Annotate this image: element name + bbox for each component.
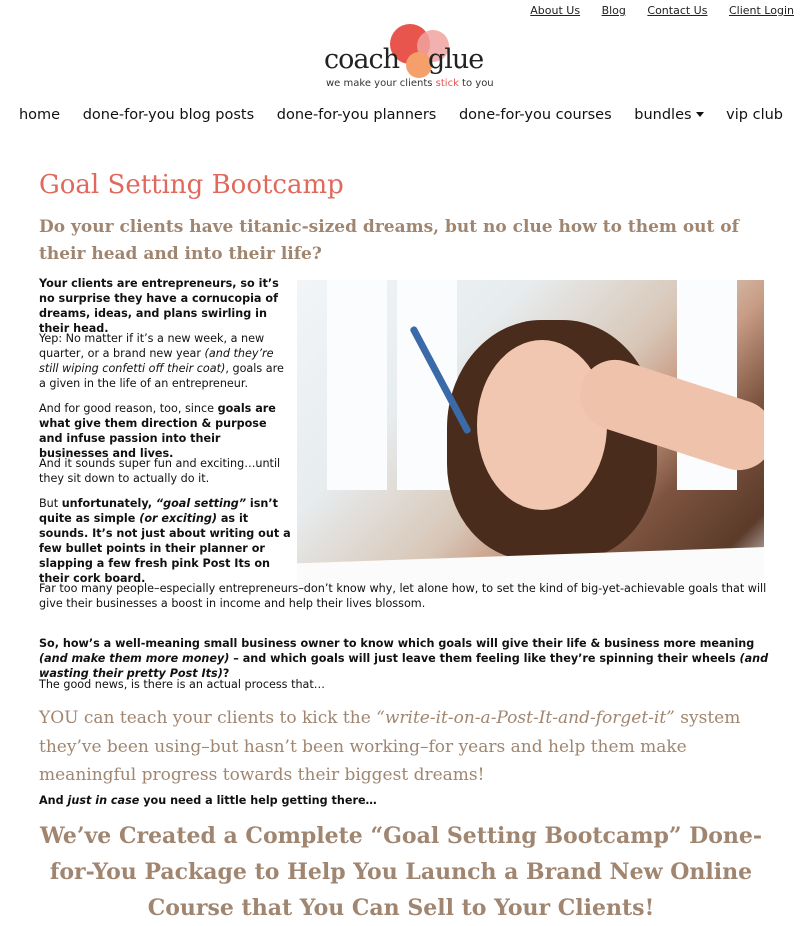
top-links [512, 4, 794, 17]
text: system they’ve been using–but hasn’t been working–for years and help them make meaningful progress towards their biggest dreams! [39, 708, 741, 785]
text-bold-italic: (and wasting their pretty Post Its) [39, 652, 769, 680]
contact-us-link[interactable]: Contact Us [647, 4, 708, 17]
nav-courses[interactable]: done-for-you courses [458, 107, 612, 123]
page-title: Goal Setting Bootcamp [39, 170, 344, 200]
client-login-link[interactable]: Client Login [728, 4, 794, 17]
paragraph-good-news: The good news, is there is an actual process that… [39, 678, 325, 691]
highlight-quote [39, 704, 769, 790]
text-bold: as it sounds. It’s not just about writing out a few bullet points in their planner or slapping a few fresh pink Post Its on their cork board. [39, 512, 291, 585]
text-bold-italic: (and make them more money) [39, 652, 230, 665]
page-subtitle: Do your clients have titanic-sized dreams, but no clue how to them out of their head and into their life? [39, 217, 739, 264]
photo-face [477, 340, 607, 510]
text: , goals are a given in the life of an entrepreneur. [39, 362, 284, 390]
text-bold: ? [222, 667, 230, 680]
paragraph-yep [39, 331, 291, 391]
tagline-text: to you [458, 78, 494, 89]
nav-blog-posts[interactable]: done-for-you blog posts [82, 107, 255, 123]
text-bold: – and which goals will just leave them feeling like they’re spinning their wheels [229, 652, 740, 665]
text-bold-italic: (or exciting) [139, 512, 217, 525]
text-bold: So, how’s a well-meaning small business owner to know which goals will give their life & business more meaning [39, 637, 755, 650]
text-italic: “write-it-on-a-Post-It-and-forget-it” [376, 708, 675, 728]
nav-bundles[interactable] [634, 107, 703, 123]
text: Far too many people–especially entrepreneurs–don’t know why, let alone how, to set the kind of big-yet-achievable goals that will give their businesses a boost in income and help their lives blossom. [39, 582, 767, 610]
about-us-link[interactable]: About Us [530, 4, 581, 17]
photo-window [327, 280, 387, 490]
text: And for good reason, too, since [39, 402, 218, 415]
text-bold: unfortunately, [61, 497, 156, 510]
package-heading: We’ve Created a Complete “Goal Setting Bootcamp” Done-for-You Package to Help You Launch a Brand New Online Course that You Can Sell to Your Clients! [39, 823, 763, 921]
nav-bundles-label: bundles [634, 107, 692, 123]
text: YOU can teach your clients to kick the [39, 708, 377, 728]
paragraph-unfortunately [39, 496, 291, 586]
paragraph-far-too-many [39, 581, 779, 611]
nav-planners[interactable]: done-for-you planners [276, 107, 437, 123]
paragraph-sounds-fun: And it sounds super fun and exciting…until they sit down to actually do it. [39, 457, 281, 485]
text-bold: goals are what give them direction & purpose and infuse passion into their businesses and lives. [39, 402, 276, 460]
text-bold: you need a little help getting there… [139, 794, 377, 807]
text: But [39, 497, 62, 510]
intro-bold: Your clients are entrepreneurs, so it’s no surprise they have a cornucopia of dreams, ideas, and plans swirling in their head. [39, 277, 279, 335]
text-bold-italic: just in case [67, 794, 140, 807]
logo-word-coach: coach [324, 44, 399, 75]
logo-word-glue: glue [428, 44, 484, 75]
main-nav [0, 107, 802, 123]
hero-photo [297, 280, 764, 590]
paragraph-reason [39, 401, 291, 461]
text: Yep: No matter if it’s a new week, a new quarter, or a brand new year [39, 332, 265, 360]
text-bold: isn’t quite as simple [39, 497, 278, 525]
text-bold-italic: “goal setting” [155, 497, 247, 510]
blog-link[interactable]: Blog [601, 4, 626, 17]
tagline-highlight: stick [435, 78, 459, 89]
logo-tagline [326, 78, 494, 89]
intro-paragraph [39, 276, 291, 336]
text-italic: (and they’re still wiping confetti off their coat) [39, 347, 274, 375]
nav-vip-club[interactable]: vip club [726, 107, 783, 123]
paragraph-question [39, 636, 769, 681]
caret-down-icon [696, 112, 704, 117]
tagline-text: we make your clients [326, 78, 436, 89]
paragraph-just-in-case [39, 793, 769, 808]
nav-home[interactable]: home [18, 107, 61, 123]
coachglue-logo[interactable] [322, 22, 492, 92]
text-bold: And [39, 794, 68, 807]
